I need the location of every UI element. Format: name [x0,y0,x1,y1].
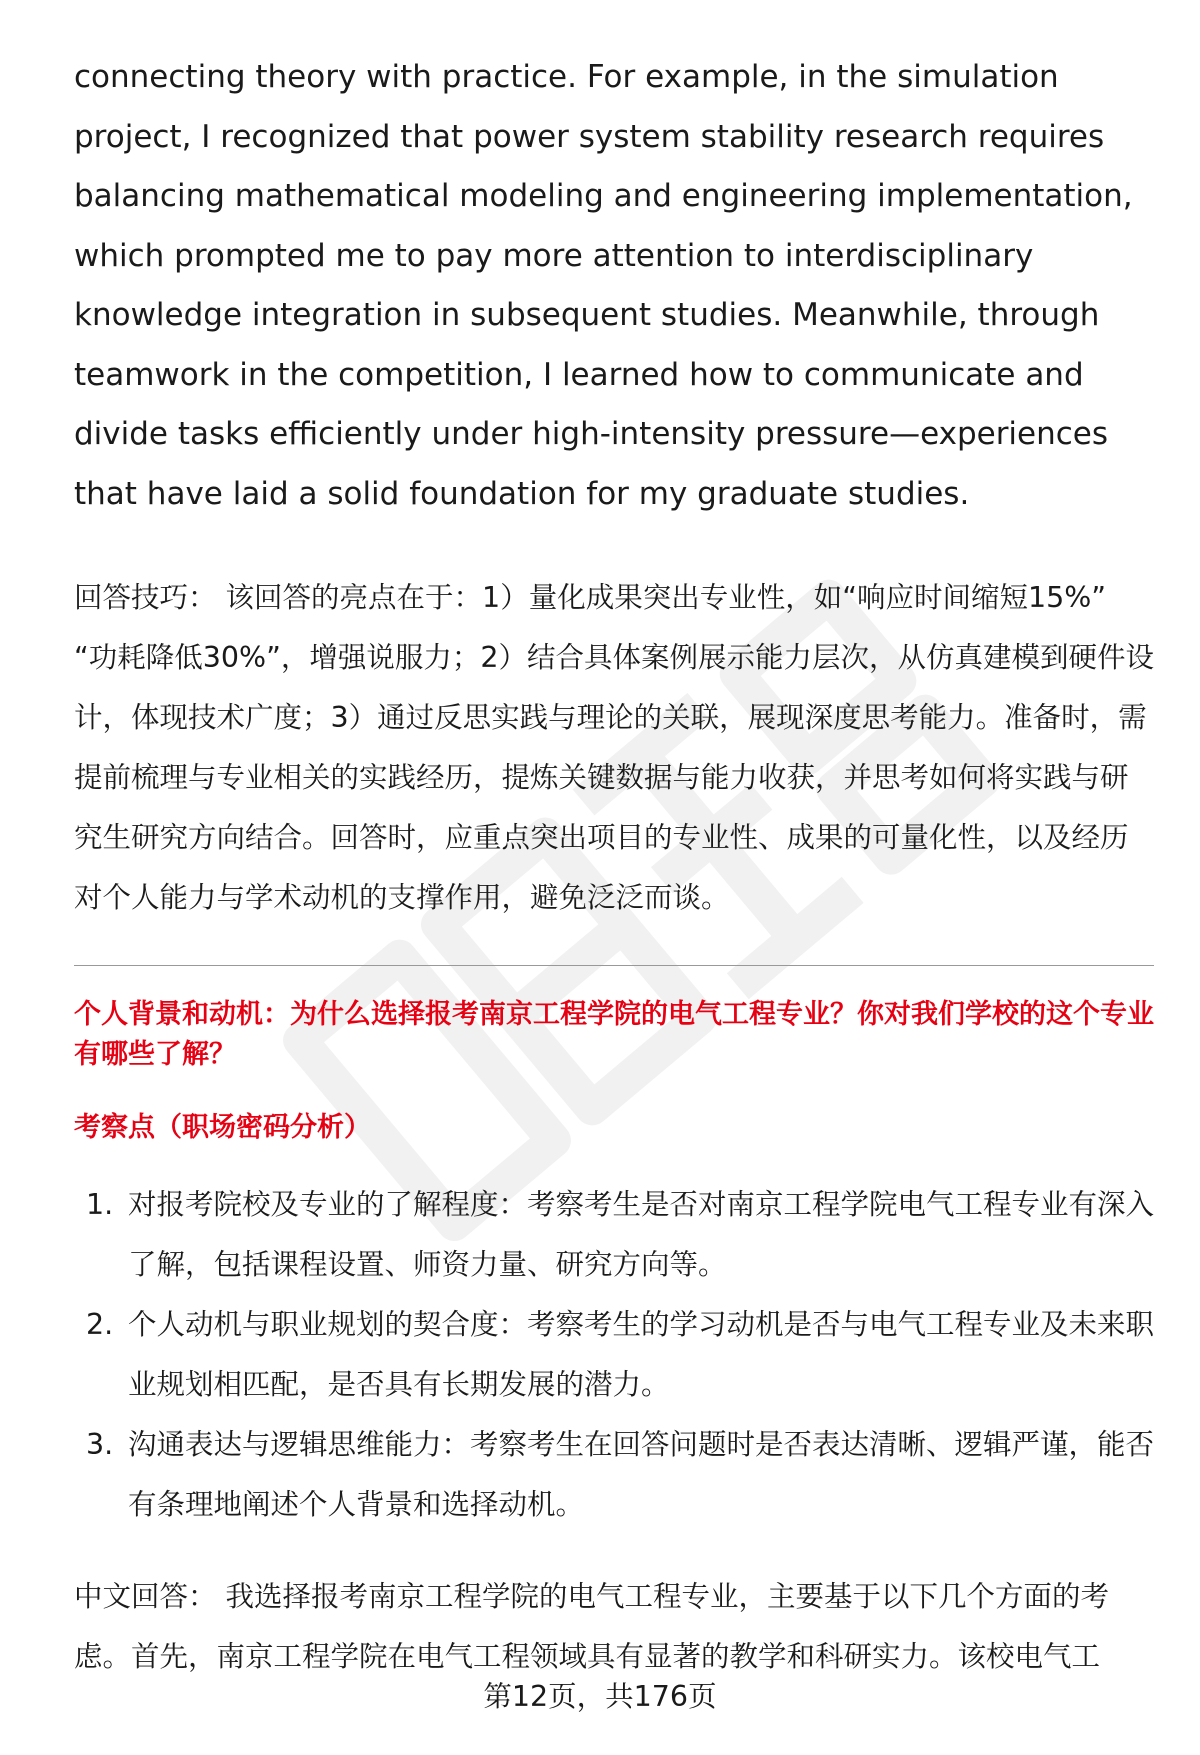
list-item [74,1415,1154,1535]
answer-tips-paragraph: 回答技巧： 该回答的亮点在于：1）量化成果突出专业性，如“响应时间缩短15%” “功耗降低30%”，增强说服力；2）结合具体案例展示能力层次，从仿真建模到硬件设计，体现技术广度；3）通过反思实践与理论的关联，展现深度思考能力。准备时，需提前梳理与专业相关的实践经历，提炼关键数据与能力收获，并思考如何将实践与研究生研究方向结合。回答时，应重点突出项目的专业性、成果的可量化性，以及经历对个人能力与学术动机的支撑作用，避免泛泛而谈。 [74,581,1155,914]
list-item [74,1295,1154,1415]
list-item [74,1175,1154,1295]
list-number: 1. [86,1188,114,1221]
page-footer: 第12页，共176页 [0,1677,1200,1717]
list-text: 个人动机与职业规划的契合度：考察考生的学习动机是否与电气工程专业及未来职业规划相匹配，是否具有长期发展的潜力。 [128,1308,1155,1401]
section-divider [74,965,1154,966]
list-number: 2. [86,1308,114,1341]
intro-paragraph: connecting theory with practice. For example, in the simulation project, I recognized that power system stability research requires balancing mathematical modeling and engineering implementation, which prompted me to pay more attention to interdisciplinary knowledge integration in subsequent studies. Meanwhile, through teamwork in the competition, I learned how to communicate and divide tasks efficiently under high-intensity pressure—experiences that have laid a solid foundation for my graduate studies. [74,59,1133,512]
chinese-answer-paragraph: 中文回答： 我选择报考南京工程学院的电气工程专业，主要基于以下几个方面的考虑。首先，南京工程学院在电气工程领域具有显著的教学和科研实力。该校电气工 [74,1580,1110,1673]
page-content [74,48,1154,928]
question-title: 个人背景和动机：为什么选择报考南京工程学院的电气工程专业？你对我们学校的这个专业有哪些了解？ [74,999,1154,1070]
analysis-list [74,1175,1154,1535]
list-number: 3. [86,1428,114,1461]
analysis-heading: 考察点（职场密码分析） [74,1112,371,1143]
list-text: 对报考院校及专业的了解程度：考察考生是否对南京工程学院电气工程专业有深入了解，包括课程设置、师资力量、研究方向等。 [128,1188,1155,1281]
list-text: 沟通表达与逻辑思维能力：考察考生在回答问题时是否表达清晰、逻辑严谨，能否有条理地阐述个人背景和选择动机。 [128,1428,1155,1521]
